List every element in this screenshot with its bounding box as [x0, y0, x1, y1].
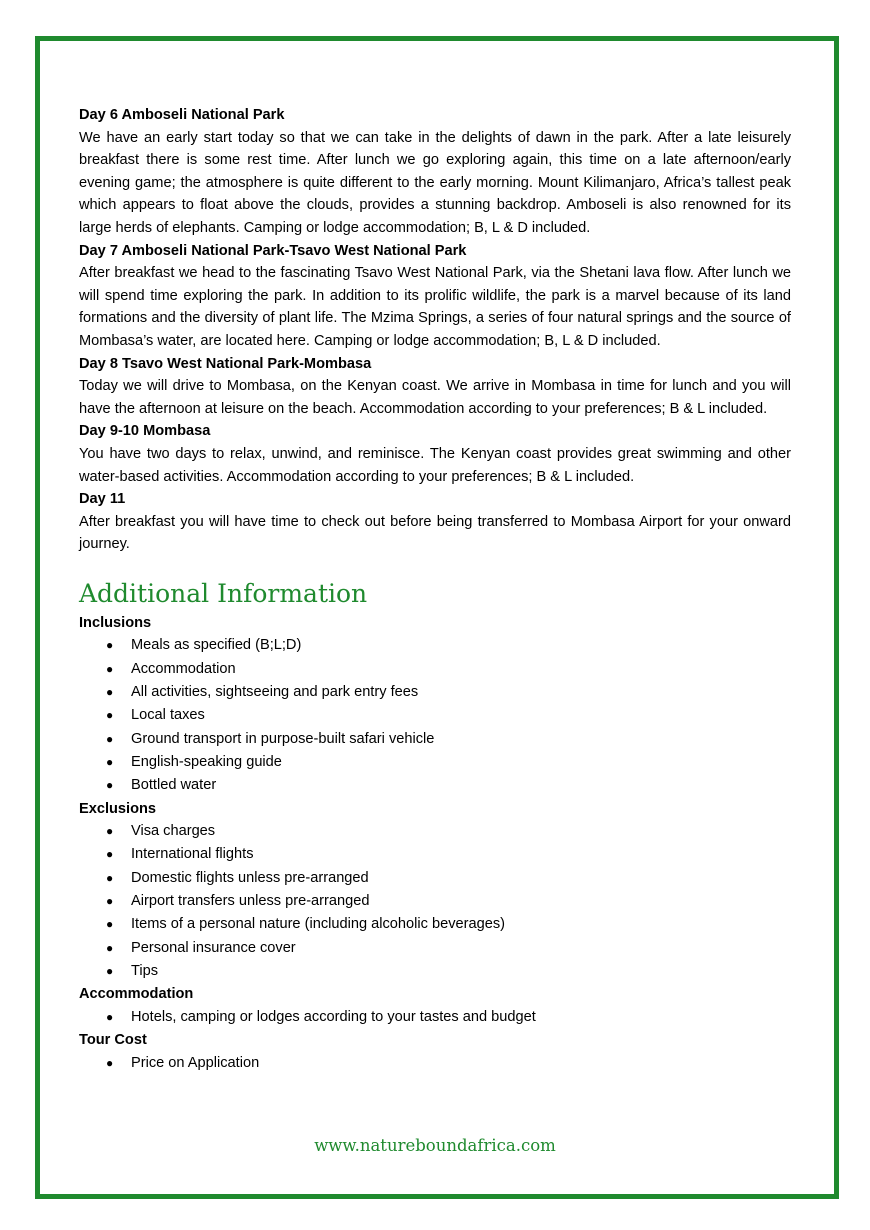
bullet-icon: ●: [106, 847, 114, 862]
day-11: [79, 488, 791, 556]
bullet-icon: ●: [106, 917, 114, 932]
additional-information-heading: Additional Information: [79, 578, 368, 608]
itinerary: [79, 104, 791, 556]
day-6: [79, 104, 791, 240]
bullet-icon: ●: [106, 940, 114, 955]
section-title: Accommodation: [79, 986, 194, 1003]
section-title: Exclusions: [79, 800, 157, 817]
day-description: Today we will drive to Mombasa, on the Kenyan coast. We arrive in Mombasa in time for lunch and you will have the afternoon at leisure on the beach. Accommodation according to your preferences; B & L included.: [79, 378, 791, 417]
list-item: ● All activities, sightseeing and park entry fees: [79, 681, 791, 704]
list-item: ● Personal insurance cover: [79, 937, 791, 960]
inclusions-section: [79, 612, 791, 798]
section-title: Tour Cost: [79, 1032, 147, 1049]
day-title: Day 8 Tsavo West National Park-Mombasa: [79, 355, 372, 372]
list-item: ● Accommodation: [79, 658, 791, 681]
list-item: ● Tips: [79, 960, 791, 983]
bullet-icon: ●: [106, 824, 114, 839]
bullet-icon: ●: [106, 638, 114, 653]
list-item: ● Visa charges: [79, 820, 791, 843]
bullet-icon: ●: [106, 870, 114, 885]
list-item: ● Airport transfers unless pre-arranged: [79, 890, 791, 913]
exclusions-list: [79, 820, 791, 983]
bullet-icon: ●: [106, 1009, 114, 1024]
bullet-icon: ●: [106, 894, 114, 909]
day-title: Day 6 Amboseli National Park: [79, 107, 285, 123]
bullet-icon: ●: [106, 1055, 114, 1070]
day-title: Day 7 Amboseli National Park-Tsavo West National Park: [79, 242, 467, 259]
day-9-10: [79, 420, 791, 488]
tour-cost-list: [79, 1052, 791, 1075]
bullet-icon: ●: [106, 754, 114, 769]
list-item: ● Ground transport in purpose-built safari vehicle: [79, 728, 791, 751]
day-title: Day 11: [79, 491, 126, 508]
accommodation-list: [79, 1006, 791, 1029]
list-item: ● Bottled water: [79, 774, 791, 797]
day-7: [79, 240, 791, 353]
bullet-icon: ●: [106, 963, 114, 978]
exclusions-section: [79, 798, 791, 984]
bullet-icon: ●: [106, 661, 114, 676]
day-title: Day 9-10 Mombasa: [79, 423, 211, 440]
day-8: [79, 353, 791, 421]
bullet-icon: ●: [106, 778, 114, 793]
bullet-icon: ●: [106, 685, 114, 700]
list-item: ● Domestic flights unless pre-arranged: [79, 867, 791, 890]
day-description: After breakfast you will have time to check out before being transferred to Mombasa Airport for your onward journey.: [79, 513, 791, 553]
list-item: ● Meals as specified (B;L;D): [79, 634, 791, 657]
list-item: ● Price on Application: [79, 1052, 791, 1075]
list-item: ● Local taxes: [79, 704, 791, 727]
section-title: Inclusions: [79, 614, 152, 631]
footer-website-link[interactable]: www.natureboundafrica.com: [314, 1136, 556, 1155]
accommodation-section: [79, 983, 791, 1029]
tour-cost-section: [79, 1029, 791, 1075]
bullet-icon: ●: [106, 708, 114, 723]
inclusions-list: [79, 634, 791, 797]
day-description: You have two days to relax, unwind, and reminisce. The Kenyan coast provides great swimming and other water-based activities. Accommodation according to your preferences; B & L included.: [79, 445, 791, 485]
list-item: ● Items of a personal nature (including alcoholic beverages): [79, 913, 791, 936]
list-item: ● English-speaking guide: [79, 751, 791, 774]
bullet-icon: ●: [106, 731, 114, 746]
day-description: We have an early start today so that we can take in the delights of dawn in the park. After a late leisurely breakfast there is some rest time. After lunch we go exploring again, this time on a late afternoon/early evening game; the atmosphere is quite different to the early morning. Mount Kilimanjaro, Africa’s tallest peak which appears to float above the clouds, provides a stunning backdrop. Amboseli is also renowned for its large herds of elephants. Camping or lodge accommodation; B, L & D included.: [79, 129, 791, 236]
list-item: ● Hotels, camping or lodges according to your tastes and budget: [79, 1006, 791, 1029]
day-description: After breakfast we head to the fascinating Tsavo West National Park, via the Shetani lava flow. After lunch we will spend time exploring the park. In addition to its prolific wildlife, the park is a marvel because of its land formations and the diversity of plant life. The Mzima Springs, a series of four natural springs and the source of Mombasa’s water, are located here. Camping or lodge accommodation; B, L & D included.: [79, 265, 791, 349]
list-item: ● International flights: [79, 843, 791, 866]
document-content: [79, 104, 791, 1075]
